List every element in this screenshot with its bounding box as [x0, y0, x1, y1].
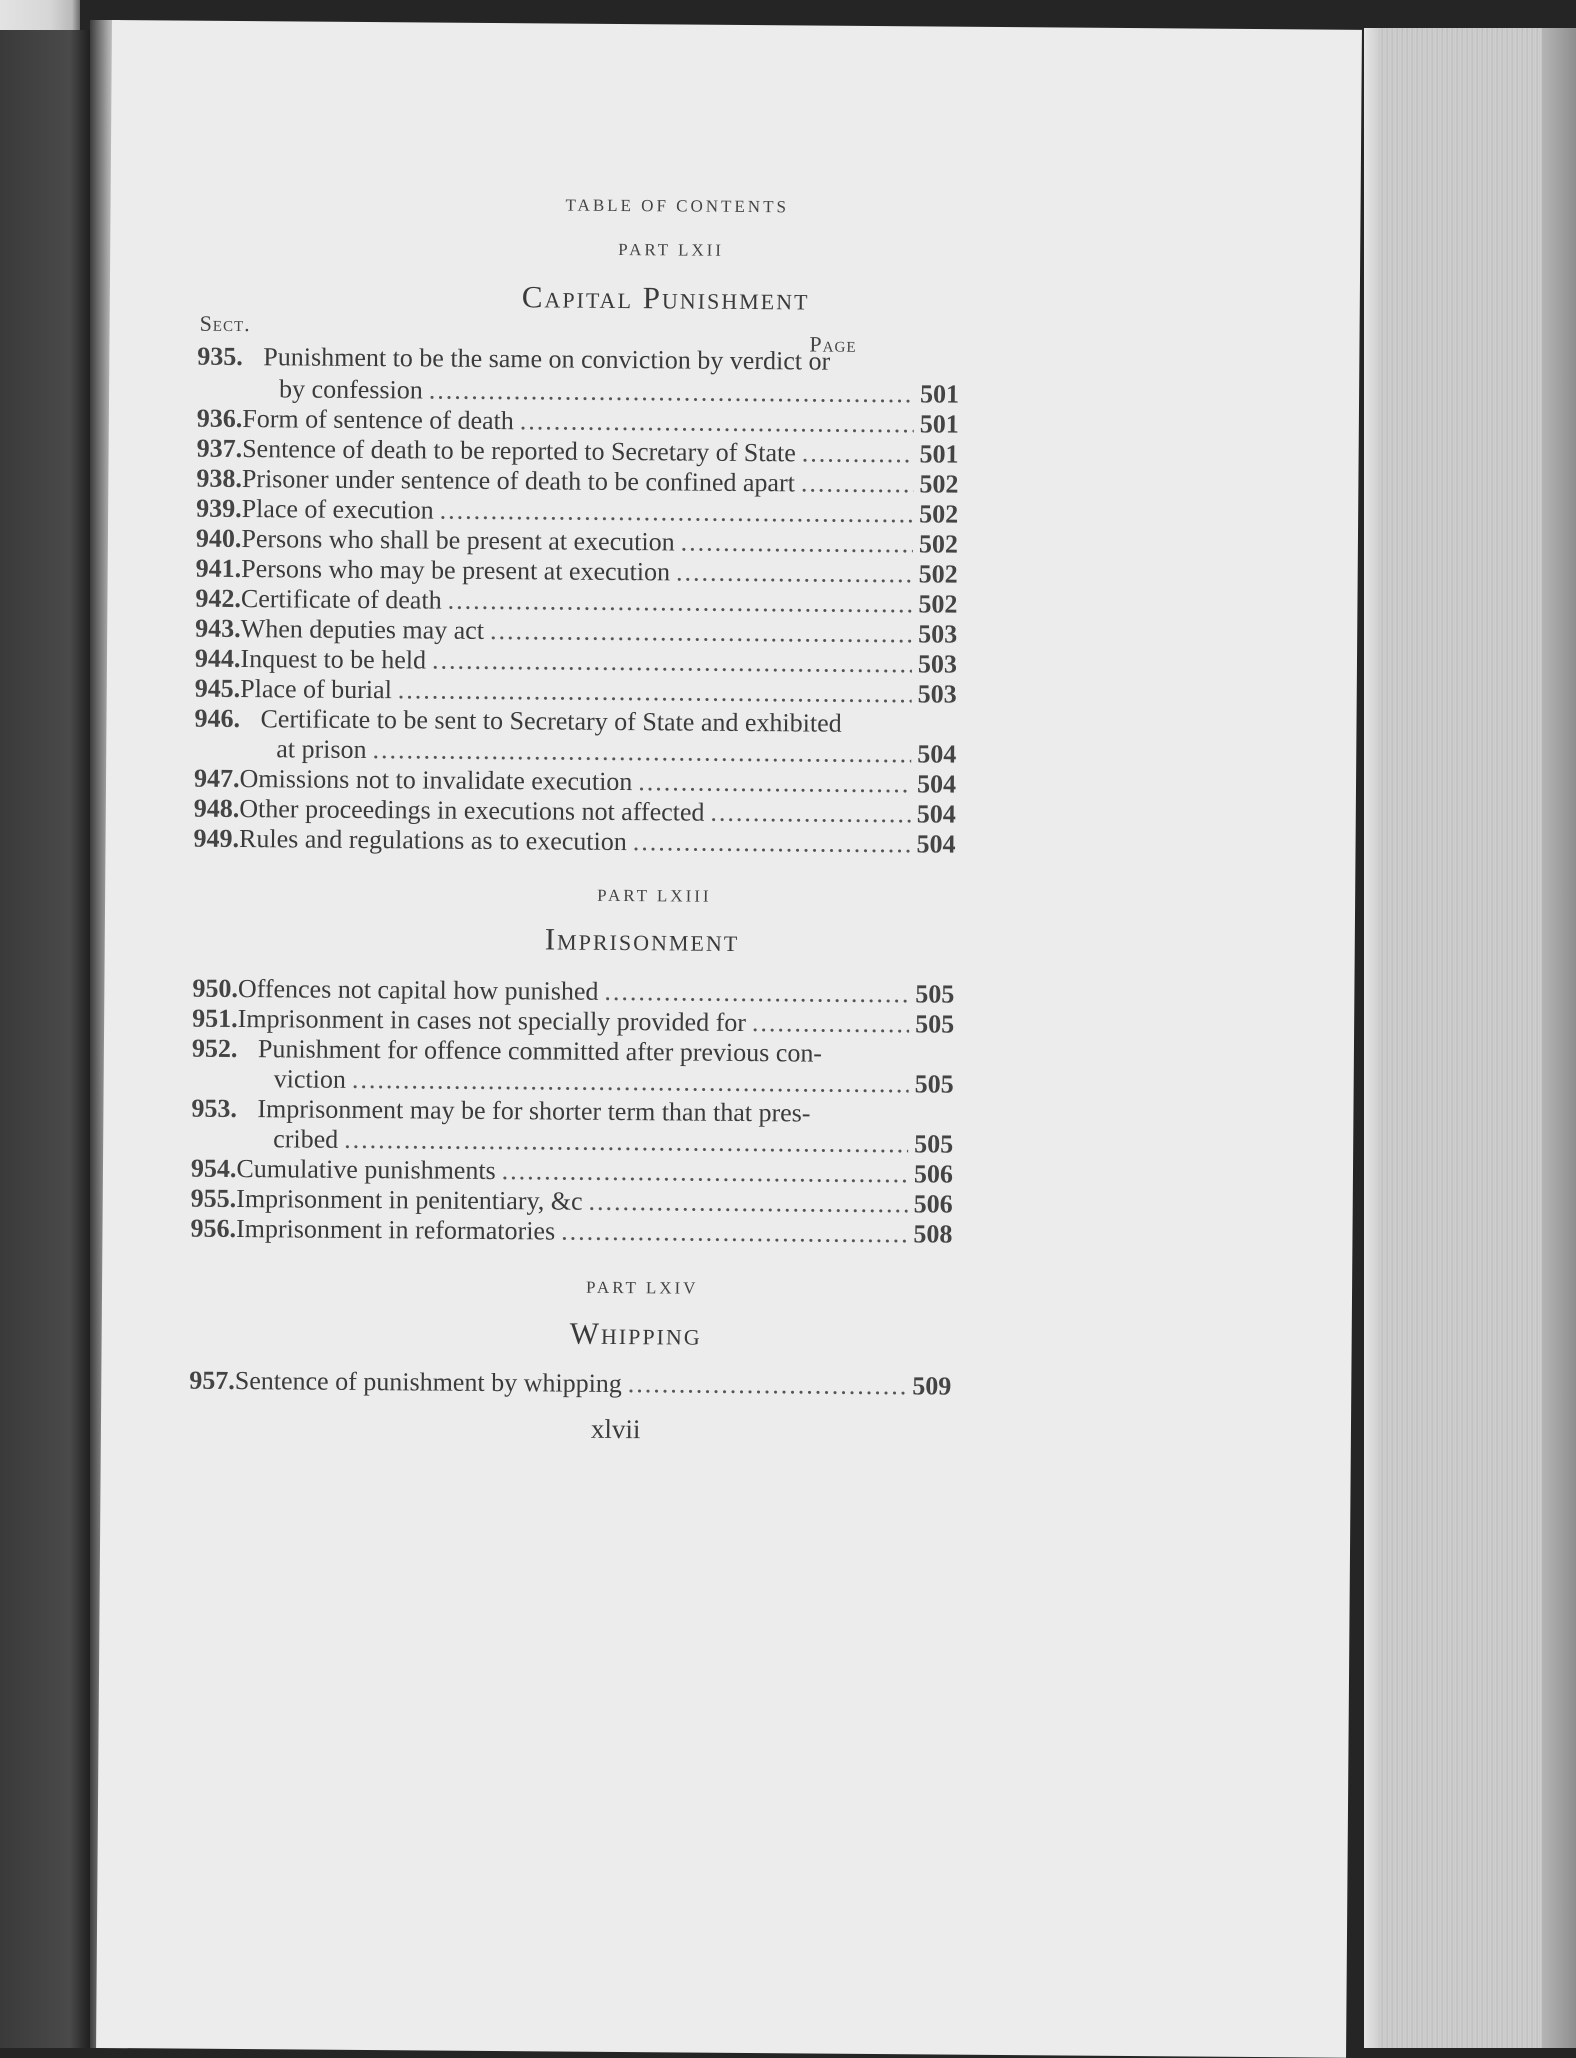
toc-entry — [190, 1213, 952, 1251]
page-number: 505 — [915, 1009, 955, 1039]
entry-title: Place of burial — [240, 674, 392, 705]
running-header: TABLE OF CONTENTS — [565, 195, 790, 217]
table-of-contents — [96, 20, 1362, 2058]
entry-title: Certificate of death — [240, 584, 442, 615]
page-number: 501 — [919, 409, 959, 439]
part-title: Whipping — [569, 1315, 702, 1352]
page-number: 504 — [916, 829, 956, 859]
section-number: 943. — [195, 613, 241, 644]
entry-title: Omissions not to invalidate execution — [239, 764, 633, 797]
section-number: 937. — [196, 433, 243, 464]
page-number: 506 — [913, 1159, 954, 1189]
page-number: 501 — [919, 439, 959, 469]
page-number: 509 — [912, 1371, 952, 1401]
leader-dots — [676, 556, 913, 590]
entry-title: Persons who may be present at execution — [241, 554, 671, 587]
entry-title: Imprisonment may be for shorter term than that pres- — [257, 1094, 811, 1128]
section-number: 941. — [195, 553, 242, 584]
book-gutter — [0, 30, 92, 2048]
entry-title: Imprisonment in reformatories — [235, 1214, 556, 1246]
section-number: 936. — [196, 403, 243, 434]
section-number: 952. — [191, 1033, 238, 1064]
page-number: 504 — [916, 769, 957, 799]
leader-dots — [561, 1216, 908, 1251]
section-number: 942. — [195, 583, 242, 614]
page-number: 502 — [919, 499, 959, 529]
entry-title: Other proceedings in executions not affected — [239, 794, 705, 827]
entry-title: Form of sentence of death — [242, 404, 514, 436]
leader-dots — [681, 526, 914, 560]
entry-title: Sentence of death to be reported to Secretary of State — [242, 434, 796, 468]
book-page — [96, 20, 1362, 2058]
part-heading: PART LXIV — [585, 1277, 699, 1298]
section-number: 945. — [194, 673, 241, 704]
leader-dots — [638, 766, 911, 800]
section-number: 938. — [196, 463, 243, 494]
section-number: 947. — [193, 763, 240, 794]
leader-dots — [710, 797, 911, 831]
page-number: 502 — [918, 559, 958, 589]
page-column-head: Page — [809, 331, 857, 357]
leader-dots — [588, 1186, 907, 1221]
page-number: 505 — [914, 1129, 954, 1159]
entry-title: When deputies may act — [240, 614, 485, 645]
entry-title: Inquest to be held — [240, 644, 427, 675]
page-number: 503 — [917, 679, 957, 709]
section-number: 957. — [189, 1365, 235, 1396]
part-title: Imprisonment — [544, 921, 740, 958]
section-number: 953. — [191, 1093, 238, 1124]
entry-title-continued: viction — [273, 1064, 347, 1094]
page-number: 503 — [918, 619, 958, 649]
entry-title: Persons who shall be present at execution — [241, 524, 675, 557]
entry-title: Certificate to be sent to Secretary of State and exhibited — [260, 704, 842, 738]
page-number: 504 — [917, 739, 957, 769]
entry-title: Punishment for offence committed after previous con- — [257, 1034, 823, 1068]
entry-title: Sentence of punishment by whipping — [234, 1366, 622, 1399]
page-number: 504 — [916, 799, 956, 829]
section-number: 950. — [192, 973, 239, 1004]
entry-title: Imprisonment in cases not specially provided for — [237, 1004, 747, 1038]
entry-title: Prisoner under sentence of death to be confined apart — [241, 464, 796, 498]
section-number: 944. — [194, 643, 241, 674]
toc-entry — [193, 823, 955, 861]
entry-title-continued: at prison — [276, 734, 367, 765]
section-number: 955. — [190, 1183, 237, 1214]
leader-dots — [801, 467, 914, 500]
leader-dots — [628, 1368, 907, 1402]
leader-dots — [633, 826, 911, 860]
page-folio: xlvii — [590, 1413, 641, 1445]
section-number: 946. — [194, 703, 241, 734]
leader-dots — [802, 437, 914, 470]
section-number: 940. — [195, 523, 242, 554]
page-number: 502 — [918, 589, 958, 619]
page-number: 508 — [913, 1219, 953, 1249]
section-column-head: Sect. — [199, 310, 251, 337]
page-number: 501 — [919, 379, 960, 409]
entry-title-continued: cribed — [273, 1124, 339, 1154]
toc-entry — [197, 341, 837, 378]
entry-title: Offences not capital how punished — [237, 974, 599, 1006]
section-number: 951. — [192, 1003, 238, 1034]
toc-entry — [189, 1365, 951, 1403]
entry-title: Rules and regulations as to execution — [238, 824, 627, 857]
part-heading: PART LXII — [618, 239, 725, 260]
entry-title-continued: by confession — [278, 374, 423, 405]
part-title: Capital Punishment — [521, 279, 810, 317]
section-number: 948. — [193, 793, 240, 824]
page-number: 502 — [919, 469, 959, 499]
entry-title: Imprisonment in penitentiary, &c — [236, 1184, 583, 1216]
page-number: 505 — [915, 979, 955, 1009]
section-number: 939. — [196, 493, 242, 524]
entry-title: Cumulative punishments — [236, 1154, 496, 1186]
section-number: 949. — [193, 823, 240, 854]
section-number: 935. — [197, 341, 243, 372]
book-page-edges — [1364, 28, 1576, 2048]
page-number: 503 — [917, 649, 958, 679]
section-number: 954. — [190, 1153, 237, 1184]
section-number: 956. — [190, 1213, 237, 1244]
page-number: 502 — [918, 529, 959, 559]
page-number: 506 — [913, 1189, 953, 1219]
leader-dots — [604, 976, 909, 1010]
entry-title: Punishment to be the same on conviction by verdict or — [263, 342, 831, 376]
entry-title: Place of execution — [241, 494, 434, 525]
leader-dots — [752, 1007, 909, 1040]
part-heading: PART LXIII — [597, 885, 712, 906]
page-number: 505 — [914, 1069, 954, 1099]
